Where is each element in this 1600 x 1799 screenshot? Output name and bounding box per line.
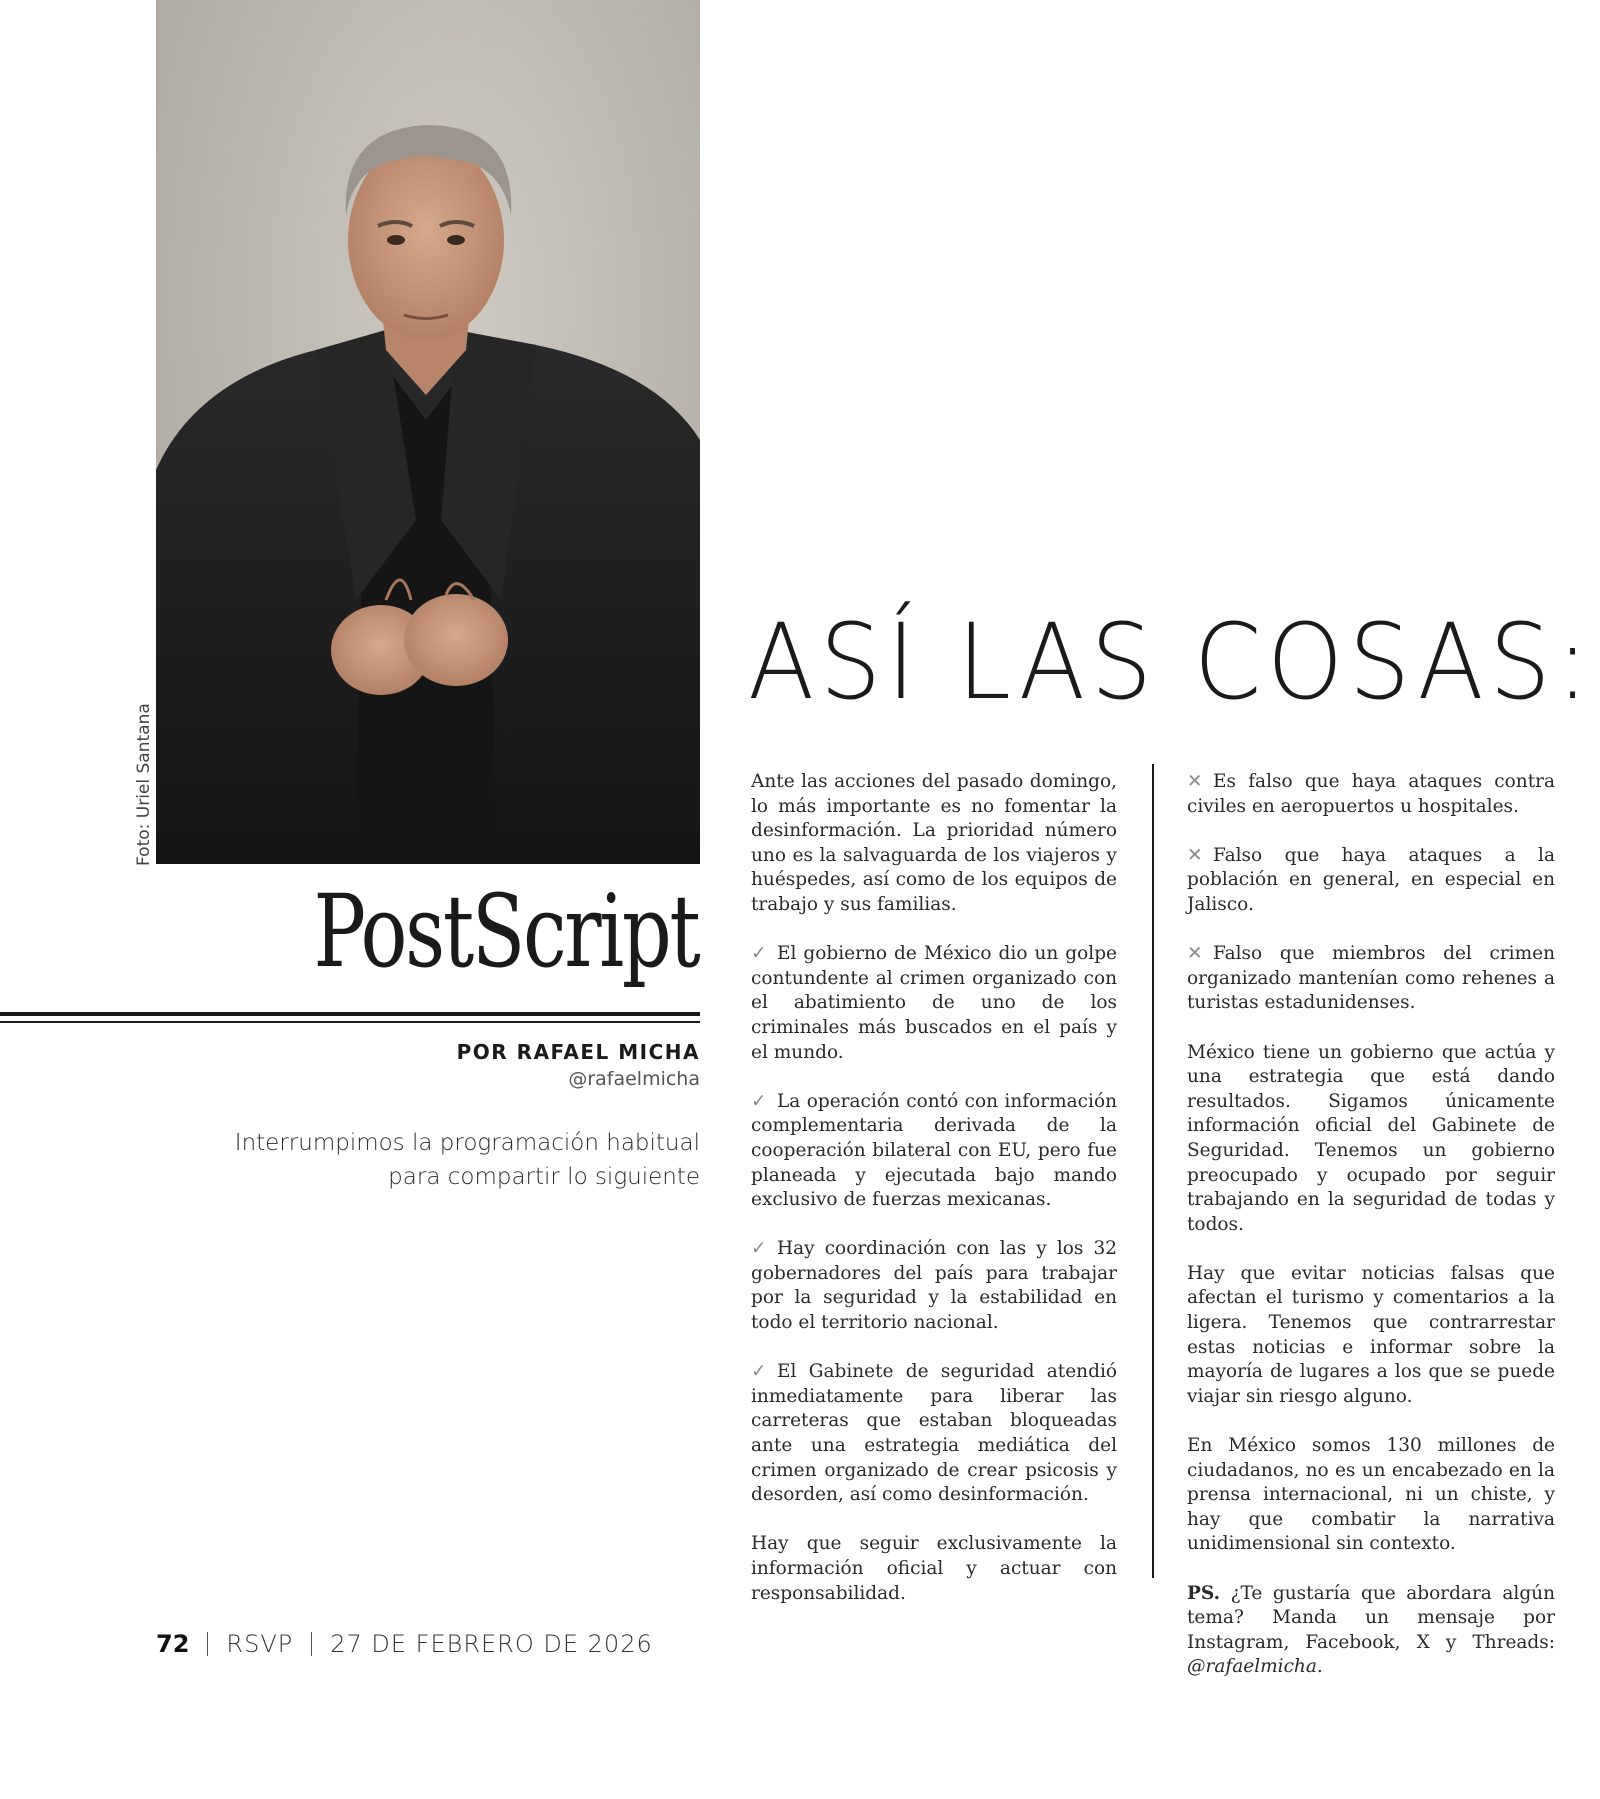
paragraph-text: México tiene un gobierno que actúa y una estrategia que está dando resultados. Sigamos únicamente información oficial del Gabinete de Seguridad. Tenemos un gobierno preocupado y ocupado por seguir trabajando en la seguridad de todas y todos. [1187, 1041, 1555, 1235]
article-paragraph [751, 1090, 1117, 1213]
checkmark-icon: ✓ [751, 1361, 767, 1383]
photo-credit: Foto: Uriel Santana [134, 703, 154, 866]
paragraph-text: El Gabinete de seguridad atendió inmediatamente para liberar las carreteras que estaban bloqueadas ante una estrategia mediática del crimen organizado de crear psicosis y desorden, así como desinformación. [751, 1361, 1117, 1506]
article-paragraph [1187, 1434, 1555, 1557]
article-left-column [751, 770, 1117, 1631]
article-paragraph [751, 1360, 1117, 1508]
paragraph-text: El gobierno de México dio un golpe contundente al crimen organizado con el abatimiento de uno de los criminales más buscados en el país y el mundo. [751, 943, 1117, 1063]
paragraph-text: Falso que miembros del crimen organizado mantenían como rehenes a turistas estadunidenses. [1187, 943, 1555, 1014]
paragraph-text: Hay que seguir exclusivamente la información oficial y actuar con responsabilidad. [751, 1533, 1117, 1604]
paragraph-text: Falso que haya ataques a la población en general, en especial en Jalisco. [1187, 844, 1555, 915]
postscript-text: ¿Te gustaría que abordara algún tema? Manda un mensaje por Instagram, Facebook, X y Threads: [1187, 1582, 1555, 1653]
masthead-rule-thick [0, 1012, 700, 1016]
author-handle[interactable]: @rafaelmicha [568, 1068, 700, 1090]
article-paragraph [1187, 844, 1555, 918]
paragraph-text: Es falso que haya ataques contra civiles en aeropuertos u hospitales. [1187, 771, 1555, 817]
article-title: ASÍ LAS COSAS: [748, 601, 1595, 723]
page-footer [156, 1630, 653, 1658]
issue-date: 27 DE FEBRERO DE 2026 [330, 1630, 653, 1658]
article-paragraph [751, 1532, 1117, 1606]
paragraph-text: En México somos 130 millones de ciudadanos, no es un encabezado en la prensa internacional, ni un chiste, y hay que combatir la narrativa unidimensional sin contexto. [1187, 1435, 1555, 1555]
article-paragraph [1187, 1041, 1555, 1238]
paragraph-text: Hay coordinación con las y los 32 gobernadores del país para trabajar por la seguridad y la estabilidad en todo el territorio nacional. [751, 1238, 1117, 1334]
article-paragraph [751, 1237, 1117, 1335]
columnist-photo [156, 0, 700, 864]
footer-separator [311, 1632, 312, 1656]
article-paragraph [1187, 1262, 1555, 1410]
cross-icon: ✕ [1187, 844, 1203, 866]
masthead-rule-thin [0, 1021, 700, 1023]
cross-icon: ✕ [1187, 943, 1203, 965]
paragraph-text: La operación contó con información complementaria derivada de la cooperación bilateral con EU, pero fue planeada y ejecutada bajo mando exclusivo de fuerzas mexicanas. [751, 1090, 1117, 1211]
checkmark-icon: ✓ [751, 943, 767, 965]
checkmark-icon: ✓ [751, 1090, 767, 1112]
publication-name: RSVP [226, 1630, 294, 1658]
page-number: 72 [156, 1630, 190, 1658]
column-intro: Interrumpimos la programación habitual para compartir lo siguiente [234, 1130, 700, 1190]
checkmark-icon: ✓ [751, 1238, 767, 1260]
portrait-illustration [156, 0, 700, 864]
article-right-column [1187, 770, 1555, 1705]
column-divider [1152, 764, 1154, 1578]
author-byline: POR RAFAEL MICHA [456, 1040, 700, 1064]
cross-icon: ✕ [1187, 771, 1203, 792]
postscript-handle[interactable]: @rafaelmicha. [1187, 1656, 1323, 1678]
article-paragraph [751, 770, 1117, 918]
article-paragraph [751, 942, 1117, 1065]
postscript-lead: PS. [1187, 1582, 1221, 1604]
column-masthead: PostScript [313, 873, 698, 990]
footer-separator [207, 1632, 208, 1656]
article-paragraph [1187, 942, 1555, 1016]
paragraph-text: Hay que evitar noticias falsas que afectan el turismo y comentarios a la ligera. Tenemos que contrarrestar estas noticias e informar sobre la mayoría de lugares a los que se puede viajar sin riesgo alguno. [1187, 1262, 1555, 1407]
postscript-paragraph [1187, 1582, 1555, 1680]
paragraph-text: Ante las acciones del pasado domingo, lo más importante es no fomentar la desinformación. La prioridad número uno es la salvaguarda de los viajeros y huéspedes, así como de los equipos de trabajo y sus familias. [751, 771, 1117, 915]
article-paragraph [1187, 770, 1555, 819]
